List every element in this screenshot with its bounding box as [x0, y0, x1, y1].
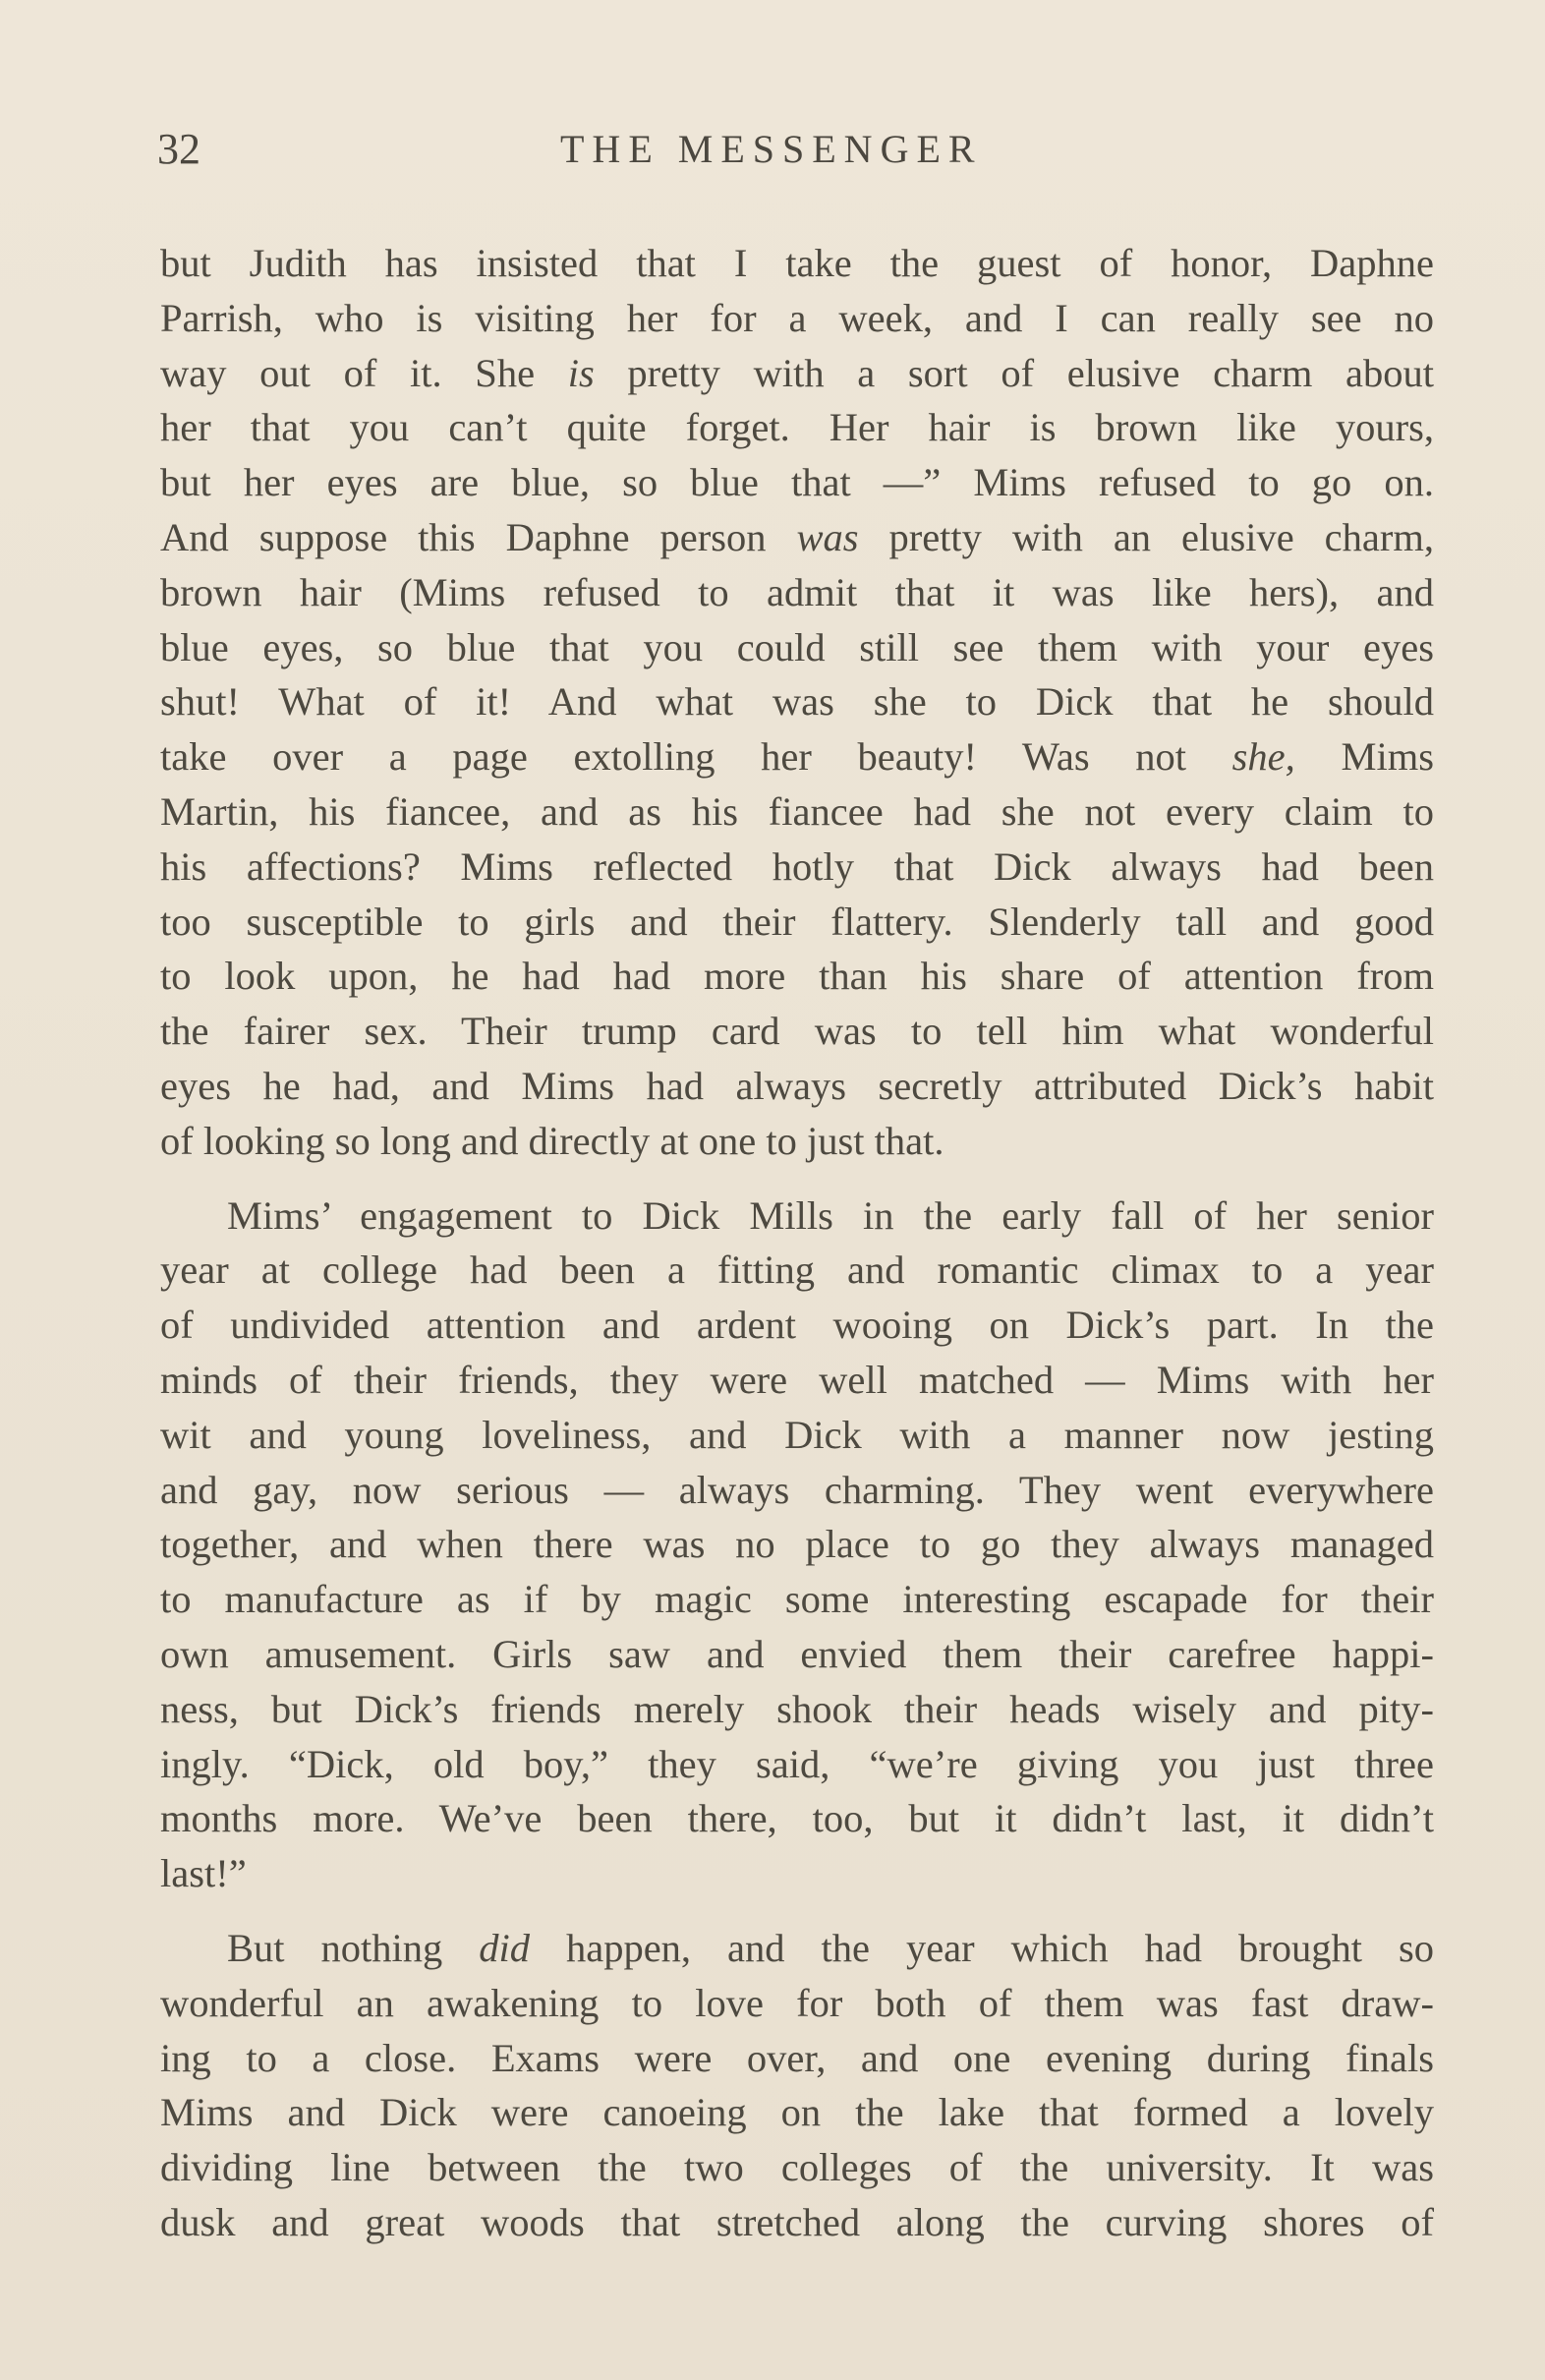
text-line: but Judith has insisted that I take the guest of honor, Daphne: [160, 241, 1434, 285]
text-line: to look upon, he had had more than his share of attention from: [160, 954, 1434, 999]
page-header: [157, 124, 1435, 183]
text-line: brown hair (Mims refused to admit that it was like hers), and: [160, 569, 1434, 614]
text-line: blue eyes, so blue that you could still see them with your eyes: [160, 624, 1434, 669]
paragraph-1: [160, 236, 1434, 1169]
text-line: her that you can’t quite forget. Her hair is brown like yours,: [160, 405, 1434, 450]
text-line: ness, but Dick’s friends merely shook their heads wisely and pity-: [160, 1686, 1434, 1731]
italic-run: did: [479, 1925, 530, 1970]
text-line: Mims and Dick were canoeing on the lake that formed a lovely: [160, 2090, 1434, 2135]
text-run: pretty with an elusive charm,: [858, 514, 1435, 559]
text-line: [160, 510, 1434, 565]
text-line: wit and young loveliness, and Dick with a manner now jesting: [160, 1412, 1434, 1457]
text-line: the fairer sex. Their trump card was to tell him what wonderful: [160, 1009, 1434, 1054]
text-line: dividing line between the two colleges of the university. It was: [160, 2145, 1434, 2190]
text-line: of looking so long and directly at one to just that.: [160, 1118, 944, 1163]
text-line: and gay, now serious — always charming. They went everywhere: [160, 1467, 1434, 1512]
text-line: to manufacture as if by magic some interesting escapade for their: [160, 1577, 1434, 1622]
paragraph-3: [160, 1921, 1434, 2250]
text-line: [160, 729, 1434, 784]
text-run: pretty with a sort of elusive charm about: [594, 350, 1434, 395]
text-line: shut! What of it! And what was she to Dick that he should: [160, 679, 1434, 725]
text-line: but her eyes are blue, so blue that —” Mims refused to go on.: [160, 460, 1434, 505]
text-line: own amusement. Girls saw and envied them their carefree happi-: [160, 1631, 1434, 1676]
text-line: Mims’ engagement to Dick Mills in the early fall of her senior: [227, 1192, 1434, 1238]
paragraph-gap: [160, 1169, 1434, 1189]
text-line: last!”: [160, 1851, 247, 1896]
text-line: his affections? Mims reflected hotly that Dick always had been: [160, 843, 1434, 889]
italic-run: was: [796, 514, 859, 559]
text-line: wonderful an awakening to love for both of them was fast draw-: [160, 1980, 1434, 2025]
paragraph-gap: [160, 1901, 1434, 1921]
italic-run: is: [567, 350, 595, 395]
text-run: happen, and the year which had brought so: [530, 1925, 1434, 1970]
text-line: too susceptible to girls and their flattery. Slenderly tall and good: [160, 899, 1434, 944]
text-run: And suppose this Daphne person: [160, 514, 797, 559]
paragraph-2: [160, 1189, 1434, 1901]
text-line: [160, 346, 1434, 401]
text-run: way out of it. She: [160, 350, 568, 395]
italic-run: she,: [1231, 734, 1295, 780]
text-line: of undivided attention and ardent wooing on Dick’s part. In the: [160, 1303, 1434, 1348]
text-line: months more. We’ve been there, too, but it didn’t last, it didn’t: [160, 1796, 1434, 1841]
text-line: Parrish, who is visiting her for a week, and I can really see no: [160, 295, 1434, 340]
text-line: together, and when there was no place to go they always managed: [160, 1522, 1434, 1567]
text-line: Martin, his fiancee, and as his fiancee had she not every claim to: [160, 788, 1434, 834]
text-run: But nothing: [227, 1925, 480, 1970]
text-line: eyes he had, and Mims had always secretly attributed Dick’s habit: [160, 1063, 1434, 1108]
text-line: ingly. “Dick, old boy,” they said, “we’re giving you just three: [160, 1741, 1434, 1786]
text-line: [160, 1921, 1434, 1976]
text-line: ing to a close. Exams were over, and one evening during finals: [160, 2035, 1434, 2080]
text-run: Mims: [1294, 734, 1434, 780]
text-run: take over a page extolling her beauty! Was not: [160, 734, 1232, 780]
page-number: 32: [157, 125, 200, 173]
body-text: [160, 236, 1434, 2250]
text-line: minds of their friends, they were well matched — Mims with her: [160, 1357, 1434, 1402]
text-line: year at college had been a fitting and romantic climax to a year: [160, 1248, 1434, 1293]
text-line: dusk and great woods that stretched along the curving shores of: [160, 2199, 1434, 2244]
running-head: THE MESSENGER: [560, 127, 983, 171]
